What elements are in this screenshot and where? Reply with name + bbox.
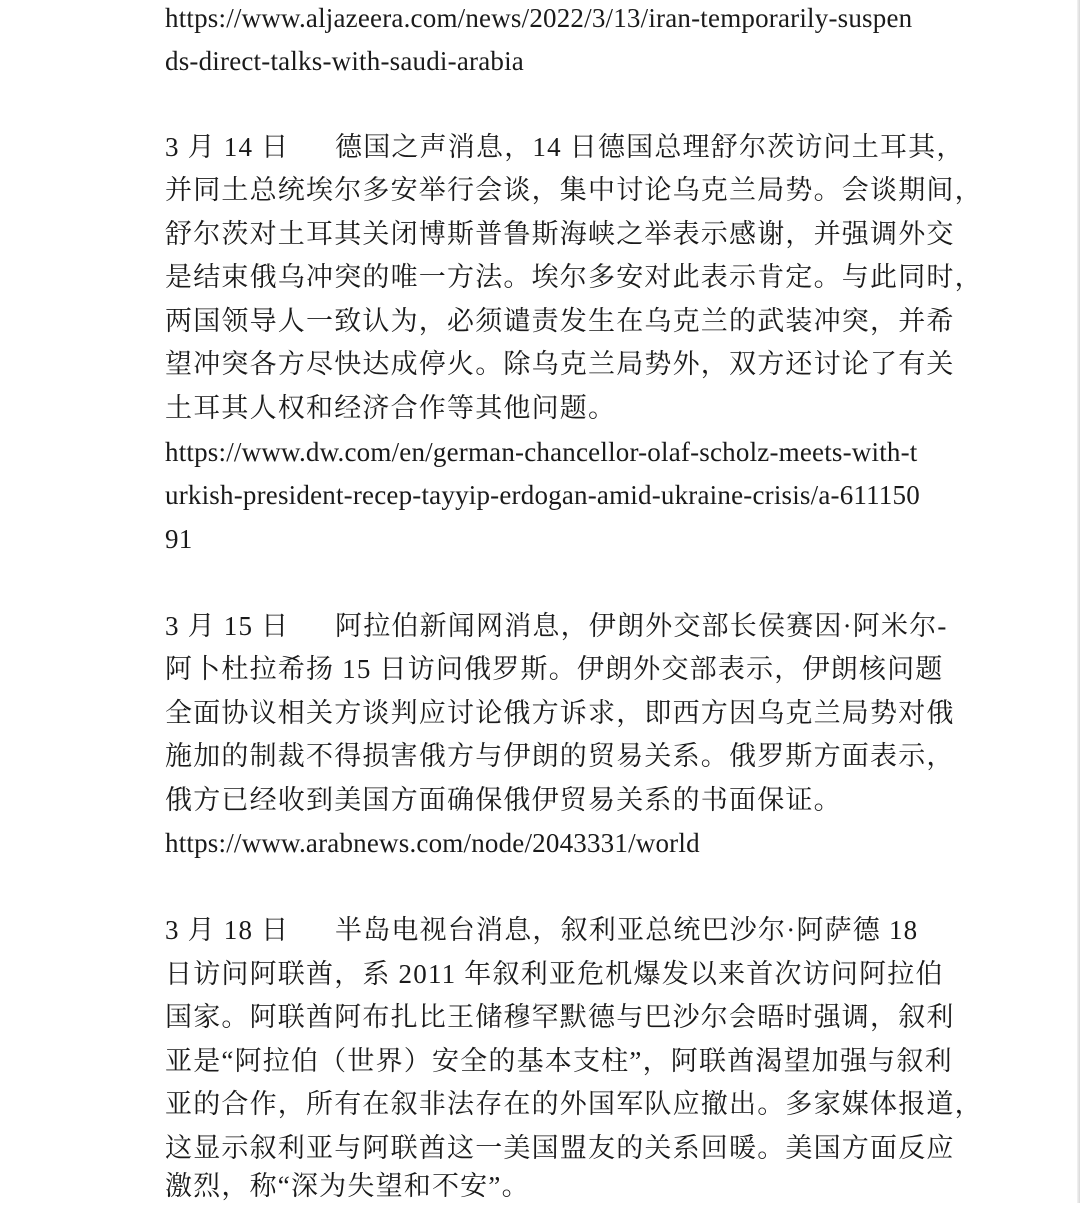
entry-text-line: 国家。阿联酋阿布扎比王储穆罕默德与巴沙尔会晤时强调，叙利: [165, 1002, 955, 1032]
url-line[interactable]: urkish-president-recep-tayyip-erdogan-amid-ukraine-crisis/a-611150: [165, 480, 920, 510]
entry-text-line: 激烈，称“深为失望和不安”。: [165, 1171, 530, 1201]
url-line[interactable]: https://www.dw.com/en/german-chancellor-olaf-scholz-meets-with-t: [165, 437, 918, 467]
entry-text-line: 望冲突各方尽快达成停火。除乌克兰局势外，双方还讨论了有关: [165, 349, 955, 379]
url-line[interactable]: 91: [165, 524, 193, 554]
entry-text: 半岛电视台消息，叙利亚总统巴沙尔·阿萨德 18: [335, 915, 919, 945]
entry-text-line: 并同土总统埃尔多安举行会谈，集中讨论乌克兰局势。会谈期间，: [165, 175, 983, 205]
entry-text: 阿拉伯新闻网消息，伊朗外交部长侯赛因·阿米尔-: [335, 611, 948, 641]
entry-text-line: 两国领导人一致认为，必须谴责发生在乌克兰的武装冲突，并希: [165, 306, 955, 336]
entry-text-line: 施加的制裁不得损害俄方与伊朗的贸易关系。俄罗斯方面表示，: [165, 741, 955, 771]
entry-text-line: 阿卜杜拉希扬 15 日访问俄罗斯。伊朗外交部表示，伊朗核问题: [165, 654, 944, 684]
entry-text: 德国之声消息，14 日德国总理舒尔茨访问土耳其，: [335, 132, 965, 162]
entry-first-line: [165, 604, 948, 648]
entry-text-line: 全面协议相关方谈判应讨论俄方诉求，即西方因乌克兰局势对俄: [165, 698, 955, 728]
entry-first-line: [165, 125, 965, 169]
entry-first-line: [165, 908, 918, 952]
entry-date: 3 月 15 日: [165, 611, 290, 641]
url-line[interactable]: ds-direct-talks-with-saudi-arabia: [165, 46, 524, 76]
entry-text-line: 土耳其人权和经济合作等其他问题。: [165, 393, 617, 423]
entry-text-line: 亚的合作，所有在叙非法存在的外国军队应撤出。多家媒体报道，: [165, 1089, 983, 1119]
entry-text-line: 亚是“阿拉伯（世界）安全的基本支柱”，阿联酋渴望加强与叙利: [165, 1046, 953, 1076]
url-line[interactable]: https://www.arabnews.com/node/2043331/world: [165, 828, 700, 858]
url-line[interactable]: https://www.aljazeera.com/news/2022/3/13/iran-temporarily-suspen: [165, 3, 913, 33]
entry-text-line: 日访问阿联酋，系 2011 年叙利亚危机爆发以来首次访问阿拉伯: [165, 959, 944, 989]
entry-date: 3 月 14 日: [165, 132, 290, 162]
entry-text-line: 这显示叙利亚与阿联酋这一美国盟友的关系回暖。美国方面反应: [165, 1133, 955, 1163]
entry-text-line: 是结束俄乌冲突的唯一方法。埃尔多安对此表示肯定。与此同时，: [165, 262, 983, 292]
entry-text-line: 舒尔茨对土耳其关闭博斯普鲁斯海峡之举表示感谢，并强调外交: [165, 219, 955, 249]
entry-date: 3 月 18 日: [165, 915, 290, 945]
entry-text-line: 俄方已经收到美国方面确保俄伊贸易关系的书面保证。: [165, 785, 842, 815]
